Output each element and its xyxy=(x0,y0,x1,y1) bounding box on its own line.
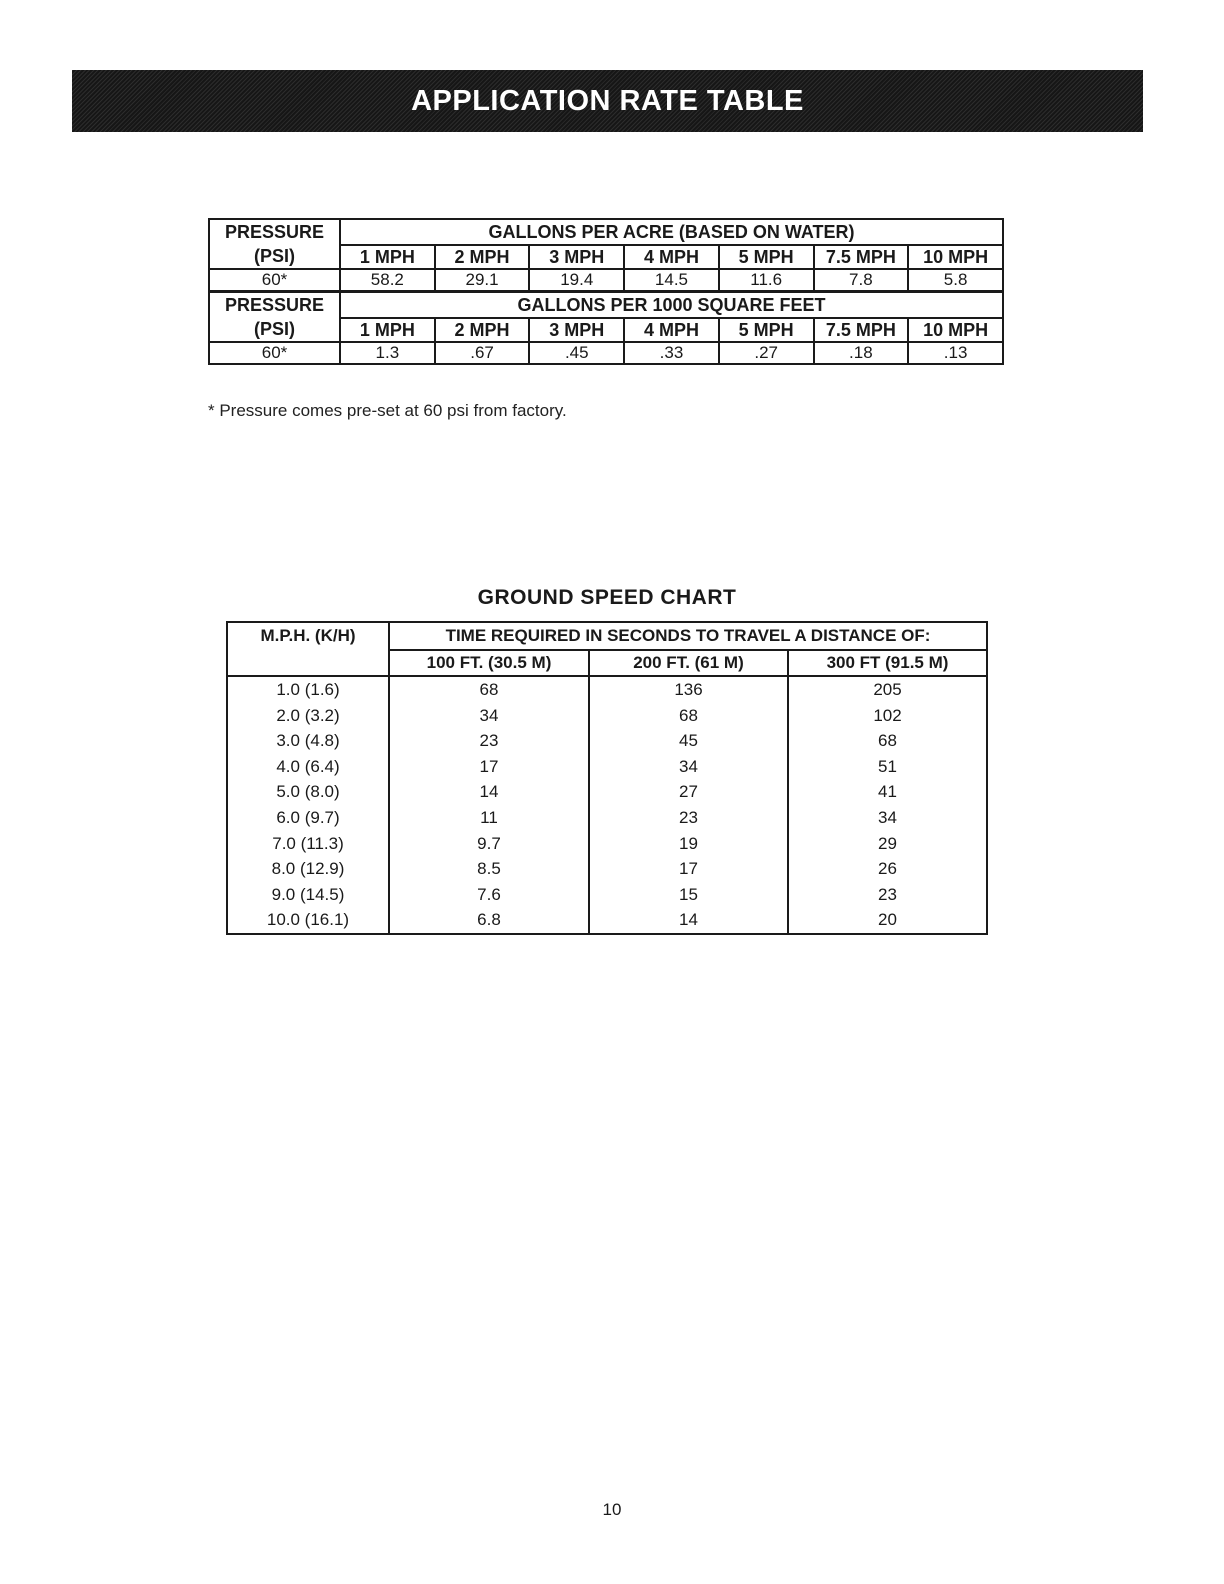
rate-value: 29.1 xyxy=(435,269,530,292)
time-cell: 27 xyxy=(589,779,788,805)
time-header: TIME REQUIRED IN SECONDS TO TRAVEL A DISTANCE OF: xyxy=(389,622,987,650)
table-row xyxy=(227,856,987,882)
time-cell: 29 xyxy=(788,831,987,857)
rate-value: 19.4 xyxy=(529,269,624,292)
time-cell: 68 xyxy=(589,703,788,729)
time-cell: 68 xyxy=(788,728,987,754)
distance-header: 200 FT. (61 M) xyxy=(589,650,788,676)
ground-speed-title: GROUND SPEED CHART xyxy=(477,586,737,609)
table-row xyxy=(227,907,987,934)
psi-label: (PSI) xyxy=(253,319,295,339)
speed-header: 1 MPH xyxy=(340,245,435,269)
rate-value: .18 xyxy=(814,342,909,364)
time-cell: 102 xyxy=(788,703,987,729)
speed-cell: 9.0 (14.5) xyxy=(227,882,389,908)
footnote: * Pressure comes pre-set at 60 psi from factory. xyxy=(208,401,567,420)
pressure-header-cell xyxy=(209,219,340,269)
section-title: GALLONS PER 1000 SQUARE FEET xyxy=(340,292,1003,319)
speed-header: 10 MPH xyxy=(908,318,1003,342)
time-cell: 41 xyxy=(788,779,987,805)
time-cell: 17 xyxy=(389,754,589,780)
application-rate-table xyxy=(208,218,1004,365)
time-cell: 9.7 xyxy=(389,831,589,857)
mph-header-spacer xyxy=(227,650,389,676)
speed-cell: 2.0 (3.2) xyxy=(227,703,389,729)
distance-header: 100 FT. (30.5 M) xyxy=(389,650,589,676)
pressure-value: 60* xyxy=(209,269,340,292)
time-cell: 23 xyxy=(788,882,987,908)
speed-cell: 1.0 (1.6) xyxy=(227,676,389,703)
rate-value: 14.5 xyxy=(624,269,719,292)
speed-header: 4 MPH xyxy=(624,245,719,269)
psi-label: (PSI) xyxy=(253,246,295,266)
table-row xyxy=(227,805,987,831)
ground-speed-table xyxy=(226,621,988,935)
time-cell: 19 xyxy=(589,831,788,857)
time-cell: 68 xyxy=(389,676,589,703)
time-cell: 14 xyxy=(389,779,589,805)
speed-cell: 6.0 (9.7) xyxy=(227,805,389,831)
page-title: APPLICATION RATE TABLE xyxy=(411,84,804,117)
page-number: 10 xyxy=(602,1500,622,1519)
time-cell: 23 xyxy=(589,805,788,831)
time-cell: 45 xyxy=(589,728,788,754)
speed-header: 7.5 MPH xyxy=(814,318,909,342)
table-row xyxy=(227,676,987,703)
time-cell: 34 xyxy=(389,703,589,729)
table-row xyxy=(227,728,987,754)
rate-value: .13 xyxy=(908,342,1003,364)
mph-header: M.P.H. (K/H) xyxy=(227,622,389,650)
pressure-header-cell xyxy=(209,292,340,343)
speed-header: 5 MPH xyxy=(719,245,814,269)
speed-cell: 3.0 (4.8) xyxy=(227,728,389,754)
speed-cell: 7.0 (11.3) xyxy=(227,831,389,857)
rate-value: .67 xyxy=(435,342,530,364)
rate-value: .27 xyxy=(719,342,814,364)
speed-header: 2 MPH xyxy=(435,318,530,342)
speed-cell: 8.0 (12.9) xyxy=(227,856,389,882)
time-cell: 8.5 xyxy=(389,856,589,882)
time-cell: 23 xyxy=(389,728,589,754)
time-cell: 15 xyxy=(589,882,788,908)
rate-value: 7.8 xyxy=(814,269,909,292)
time-cell: 7.6 xyxy=(389,882,589,908)
speed-cell: 5.0 (8.0) xyxy=(227,779,389,805)
time-cell: 34 xyxy=(589,754,788,780)
header-banner xyxy=(72,70,1143,132)
pressure-label: PRESSURE xyxy=(224,222,325,242)
speed-cell: 10.0 (16.1) xyxy=(227,907,389,934)
speed-header: 1 MPH xyxy=(340,318,435,342)
rate-value: .45 xyxy=(529,342,624,364)
time-cell: 14 xyxy=(589,907,788,934)
pressure-label: PRESSURE xyxy=(224,295,325,315)
distance-header: 300 FT (91.5 M) xyxy=(788,650,987,676)
speed-header: 10 MPH xyxy=(908,245,1003,269)
speed-header: 4 MPH xyxy=(624,318,719,342)
table-row xyxy=(227,703,987,729)
time-cell: 6.8 xyxy=(389,907,589,934)
rate-value: 5.8 xyxy=(908,269,1003,292)
speed-header: 5 MPH xyxy=(719,318,814,342)
time-cell: 205 xyxy=(788,676,987,703)
rate-value: 58.2 xyxy=(340,269,435,292)
pressure-value: 60* xyxy=(209,342,340,364)
table-row xyxy=(227,779,987,805)
time-cell: 34 xyxy=(788,805,987,831)
time-cell: 20 xyxy=(788,907,987,934)
speed-header: 7.5 MPH xyxy=(814,245,909,269)
table-row xyxy=(227,831,987,857)
rate-value: 1.3 xyxy=(340,342,435,364)
time-cell: 11 xyxy=(389,805,589,831)
section-title: GALLONS PER ACRE (BASED ON WATER) xyxy=(340,219,1003,245)
rate-value: .33 xyxy=(624,342,719,364)
speed-header: 2 MPH xyxy=(435,245,530,269)
time-cell: 26 xyxy=(788,856,987,882)
table-row xyxy=(227,754,987,780)
speed-cell: 4.0 (6.4) xyxy=(227,754,389,780)
speed-header: 3 MPH xyxy=(529,318,624,342)
time-cell: 17 xyxy=(589,856,788,882)
table-row xyxy=(227,882,987,908)
speed-header: 3 MPH xyxy=(529,245,624,269)
time-cell: 51 xyxy=(788,754,987,780)
rate-value: 11.6 xyxy=(719,269,814,292)
time-cell: 136 xyxy=(589,676,788,703)
